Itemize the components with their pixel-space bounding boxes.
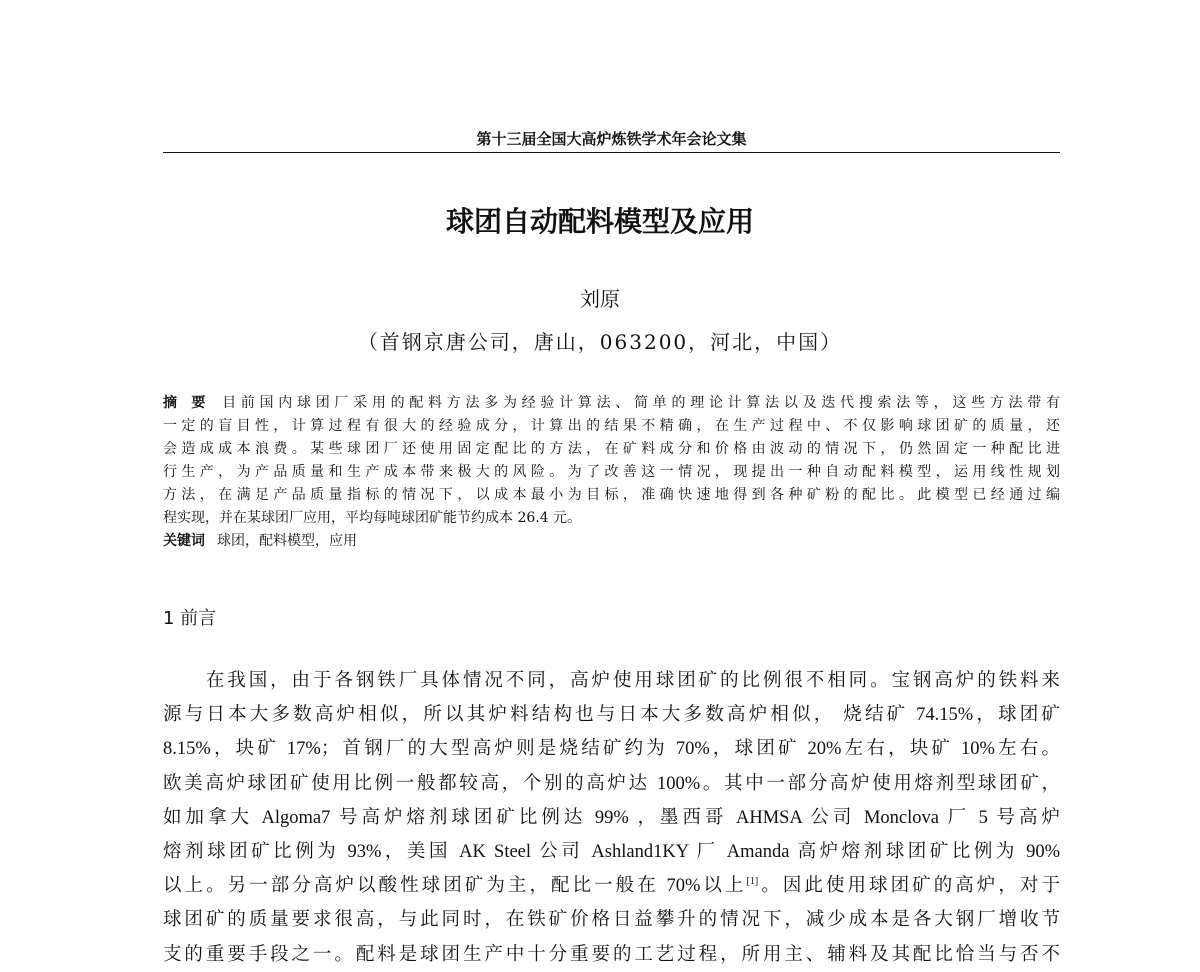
section-heading: 1 前言 [163, 608, 217, 629]
abstract-line: 方法，在满足产品质量指标的情况下，以成本最小为目标，准确快速地得到各种矿粉的配比。此模型已经通过编 [163, 487, 1060, 503]
body-line: 8.15%，块矿 17%；首钢厂的大型高炉则是烧结矿约为 70%，球团矿 20%左右，块矿 10%左右。 [163, 739, 1060, 760]
abstract-text: 目前国内球团厂采用的配料方法多为经验计算法、简单的理论计算法以及迭代搜索法等，这些方法带有 [222, 395, 1060, 411]
abstract-line [163, 392, 1060, 415]
abstract-line: 一定的盲目性，计算过程有很大的经验成分，计算出的结果不精确，在生产过程中、不仅影响球团矿的质量，还 [163, 418, 1060, 434]
header-rule [163, 152, 1060, 153]
abstract-label: 摘 要 [163, 395, 211, 411]
keywords [163, 530, 1060, 553]
body-line [163, 869, 1060, 903]
body-line: 在我国，由于各钢铁厂具体情况不同，高炉使用球团矿的比例很不相同。宝钢高炉的铁料来 [163, 671, 1060, 691]
body-line: 熔剂球团矿比例为 93%，美国 AK Steel 公司 Ashland1KY 厂 Amanda 高炉熔剂球团矿比例为 90% [163, 841, 1060, 862]
body-line: 源与日本大多数高炉相似，所以其炉料结构也与日本大多数高炉相似， 烧结矿 74.15%，球团矿 [163, 705, 1060, 726]
body-line: 如加拿大 Algoma7 号高炉熔剂球团矿比例达 99% ，墨西哥 AHMSA 公司 Monclova 厂 5 号高炉 [163, 807, 1060, 828]
running-head: 第十三届全国大高炉炼铁学术年会论文集 [476, 130, 747, 148]
body-text-segment: 以上。另一部分高炉以酸性球团矿为主，配比一般在 70%以上 [163, 876, 747, 897]
body-text [163, 664, 1060, 972]
body-line: 支的重要手段之一。配料是球团生产中十分重要的工艺过程，所用主、辅料及其配比恰当与否不 [163, 944, 1060, 965]
keywords-label: 关键词 [163, 533, 205, 549]
body-line: 欧美高炉球团矿使用比例一般都较高，个别的高炉达 100%。其中一部分高炉使用熔剂型球团矿， [163, 773, 1060, 794]
affiliation: （首钢京唐公司，唐山，063200，河北，中国） [357, 330, 843, 354]
citation[interactable]: [1] [746, 875, 759, 887]
abstract [163, 392, 1060, 553]
abstract-line: 行生产，为产品质量和生产成本带来极大的风险。为了改善这一情况，现提出一种自动配料模型，运用线性规划 [163, 464, 1060, 480]
body-line: 球团矿的质量要求很高，与此同时，在铁矿价格日益攀升的情况下，减少成本是各大钢厂增收节 [163, 910, 1060, 931]
author: 刘原 [580, 287, 620, 311]
paper-title: 球团自动配料模型及应用 [445, 205, 754, 238]
body-text-segment: 。因此使用球团矿的高炉，对于 [758, 876, 1060, 897]
keywords-text: 球团，配料模型，应用 [217, 533, 357, 549]
abstract-line: 程实现，并在某球团厂应用，平均每吨球团矿能节约成本 26.4 元。 [163, 510, 582, 526]
abstract-line: 会造成成本浪费。某些球团厂还使用固定配比的方法，在矿料成分和价格由波动的情况下，仍然固定一种配比进 [163, 441, 1060, 457]
